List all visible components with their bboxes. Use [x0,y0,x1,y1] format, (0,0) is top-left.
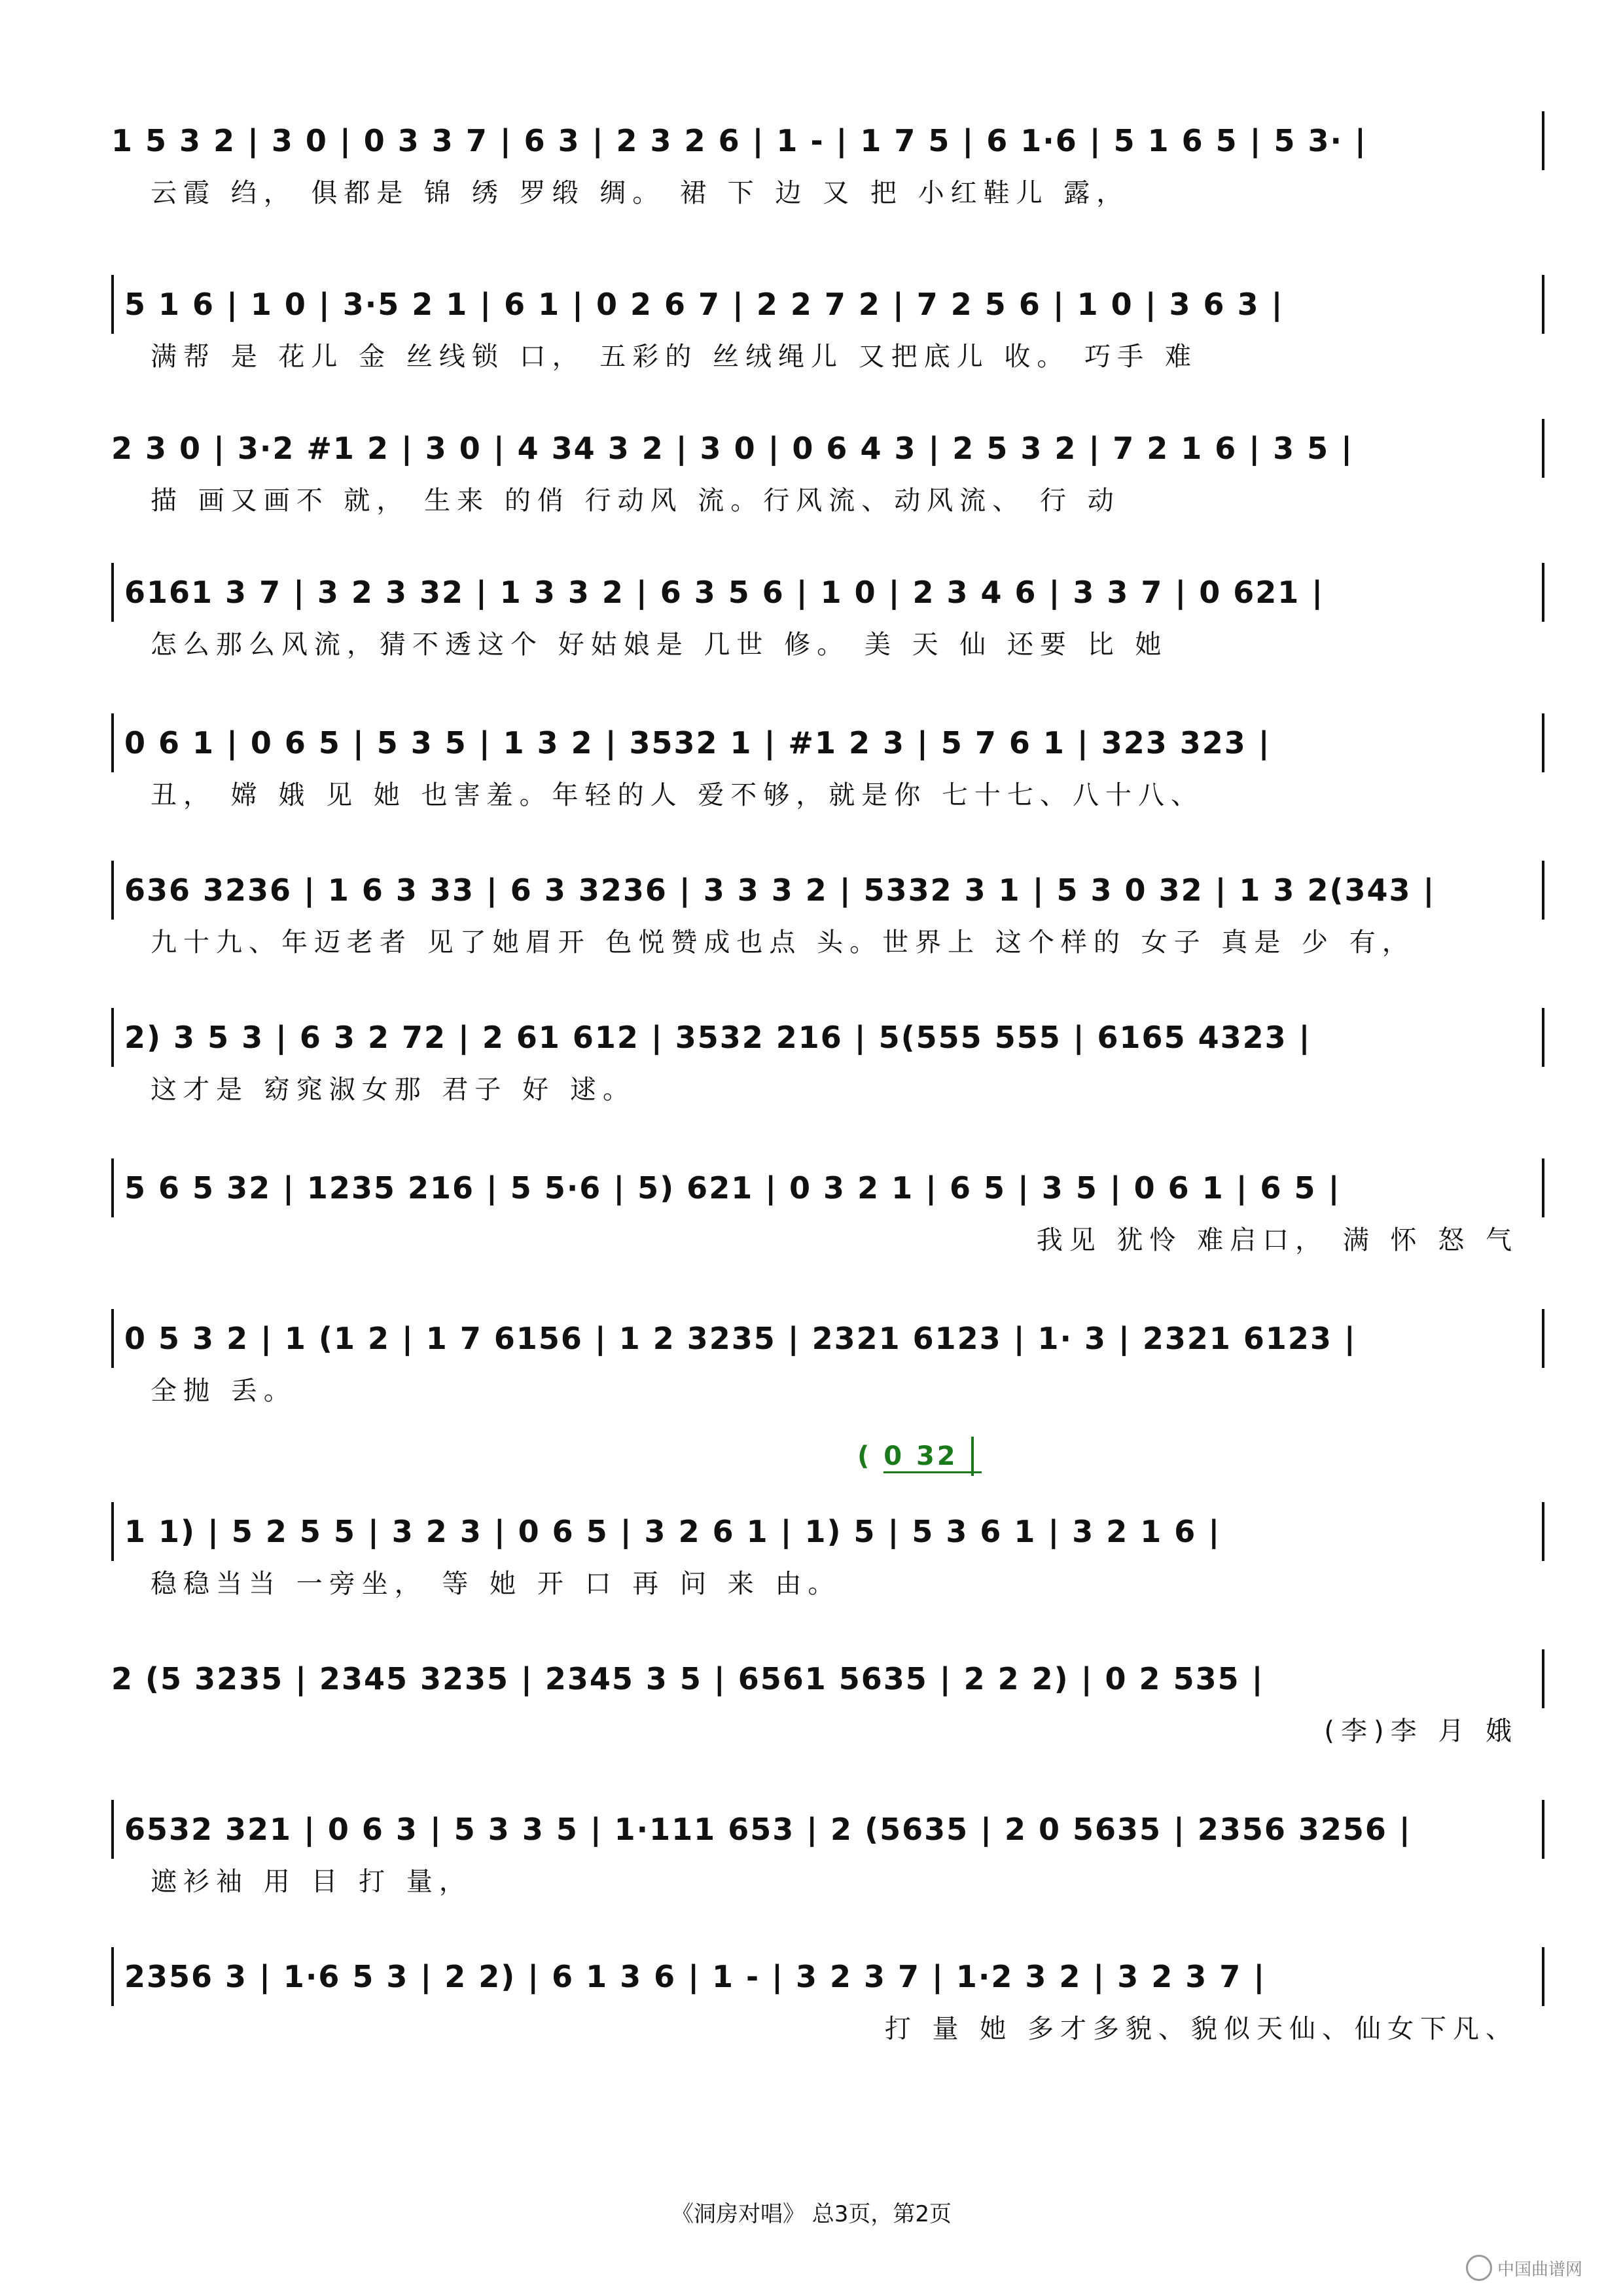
system-13 [111,1947,1544,2052]
system-4 [111,563,1544,668]
lyric-line: 这才是 窈窕淑女那 君子 好 逑。 [151,1075,635,1105]
system-5 [111,713,1544,818]
logo-text: 中国曲谱网 [1497,2259,1583,2280]
notation-line: 6532 321 | 0 6 3 | 5 3 3 5 | 1·111 653 | 2 (5635 | 2 0 5635 | 2356 3256 | [111,1800,1544,1859]
system-6 [111,861,1544,965]
lyric-line: 遮衫袖 用 目 打 量， [151,1867,472,1897]
lyric-line: 满帮 是 花儿 金 丝线锁 口， 五彩的 丝绒绳儿 又把底儿 收。 巧手 难 [151,342,1198,372]
system-8 [111,1158,1544,1263]
site-logo [1466,2251,1584,2284]
notation-line: 2 3 0 | 3·2 #1 2 | 3 0 | 4 34 3 2 | 3 0 | 0 6 4 3 | 2 5 3 2 | 7 2 1 6 | 3 5 | [111,419,1544,478]
system-2 [111,275,1544,380]
lyric-line: 九十九、年迈老者 见了她眉开 色悦赞成也点 头。世界上 这个样的 女子 真是 少 有， [151,927,1415,958]
notation-line: 2) 3 5 3 | 6 3 2 72 | 2 61 612 | 3532 216 | 5(555 555 | 6165 4323 | [111,1008,1544,1067]
notation-line: 2356 3 | 1·6 5 3 | 2 2) | 6 1 3 6 | 1 - | 3 2 3 7 | 1·2 3 2 | 3 2 3 7 | [111,1947,1544,2006]
accompaniment-cue: ( 0 32 [857,1437,974,1476]
lyric-line: 稳稳当当 一旁坐， 等 她 开 口 再 问 来 由。 [151,1569,841,1599]
notation-line: 5 1 6 | 1 0 | 3·5 2 1 | 6 1 | 0 2 6 7 | 2 2 7 2 | 7 2 5 6 | 1 0 | 3 6 3 | [111,275,1544,334]
notation-line: 5 6 5 32 | 1235 216 | 5 5·6 | 5) 621 | 0 3 2 1 | 6 5 | 3 5 | 0 6 1 | 6 5 | [111,1158,1544,1217]
page-footer: 《洞房对唱》 总3页，第2页 [671,2201,952,2227]
notation-line: 636 3236 | 1 6 3 33 | 6 3 3236 | 3 3 3 2 | 5332 3 1 | 5 3 0 32 | 1 3 2(343 | [111,861,1544,920]
notation-line: 1 1) | 5 2 5 5 | 3 2 3 | 0 6 5 | 3 2 6 1 | 1) 5 | 5 3 6 1 | 3 2 1 6 | [111,1502,1544,1561]
notation-line: 0 6 1 | 0 6 5 | 5 3 5 | 1 3 2 | 3532 1 | #1 2 3 | 5 7 6 1 | 323 323 | [111,713,1544,772]
system-10 [111,1502,1544,1607]
system-11 [111,1649,1544,1754]
system-7 [111,1008,1544,1113]
notation-line: 2 (5 3235 | 2345 3235 | 2345 3 5 | 6561 5635 | 2 2 2) | 0 2 535 | [111,1649,1544,1708]
lyric-line: 描 画又画不 就， 生来 的俏 行动风 流。行风流、动风流、 行 动 [151,486,1120,516]
notation-line: 0 5 3 2 | 1 (1 2 | 1 7 6156 | 1 2 3235 | 2321 6123 | 1· 3 | 2321 6123 | [111,1309,1544,1368]
lyric-line: (李)李 月 娥 [1324,1716,1518,1746]
lyric-line: 打 量 她 多才多貌、貌似天仙、仙女下凡、 [884,2014,1518,2044]
lyric-line: 怎么那么风流，猜不透这个 好姑娘是 几世 修。 美 天 仙 还要 比 她 [151,630,1168,660]
cue-underline [883,1471,982,1473]
lyric-line: 云霞 绉， 俱都是 锦 绣 罗缎 绸。 裙 下 边 又 把 小红鞋儿 露， [151,178,1130,208]
notation-line: 6161 3 7 | 3 2 3 32 | 1 3 3 2 | 6 3 5 6 | 1 0 | 2 3 4 6 | 3 3 7 | 0 621 | [111,563,1544,622]
system-3 [111,419,1544,524]
lyric-line: 丑， 嫦 娥 见 她 也害羞。年轻的人 爱不够，就是你 七十七、八十八、 [151,780,1204,810]
notation-line: 1 5 3 2 | 3 0 | 0 3 3 7 | 6 3 | 2 3 2 6 | 1 - | 1 7 5 | 6 1·6 | 5 1 6 5 | 5 3· | [111,111,1544,170]
lyric-line: 全抛 丢。 [151,1376,296,1406]
system-1 [111,111,1544,216]
system-12 [111,1800,1544,1905]
system-9 [111,1309,1544,1414]
lyric-line: 我见 犹怜 难启口， 满 怀 怒 气 [1036,1225,1518,1255]
logo-icon [1466,2255,1492,2281]
